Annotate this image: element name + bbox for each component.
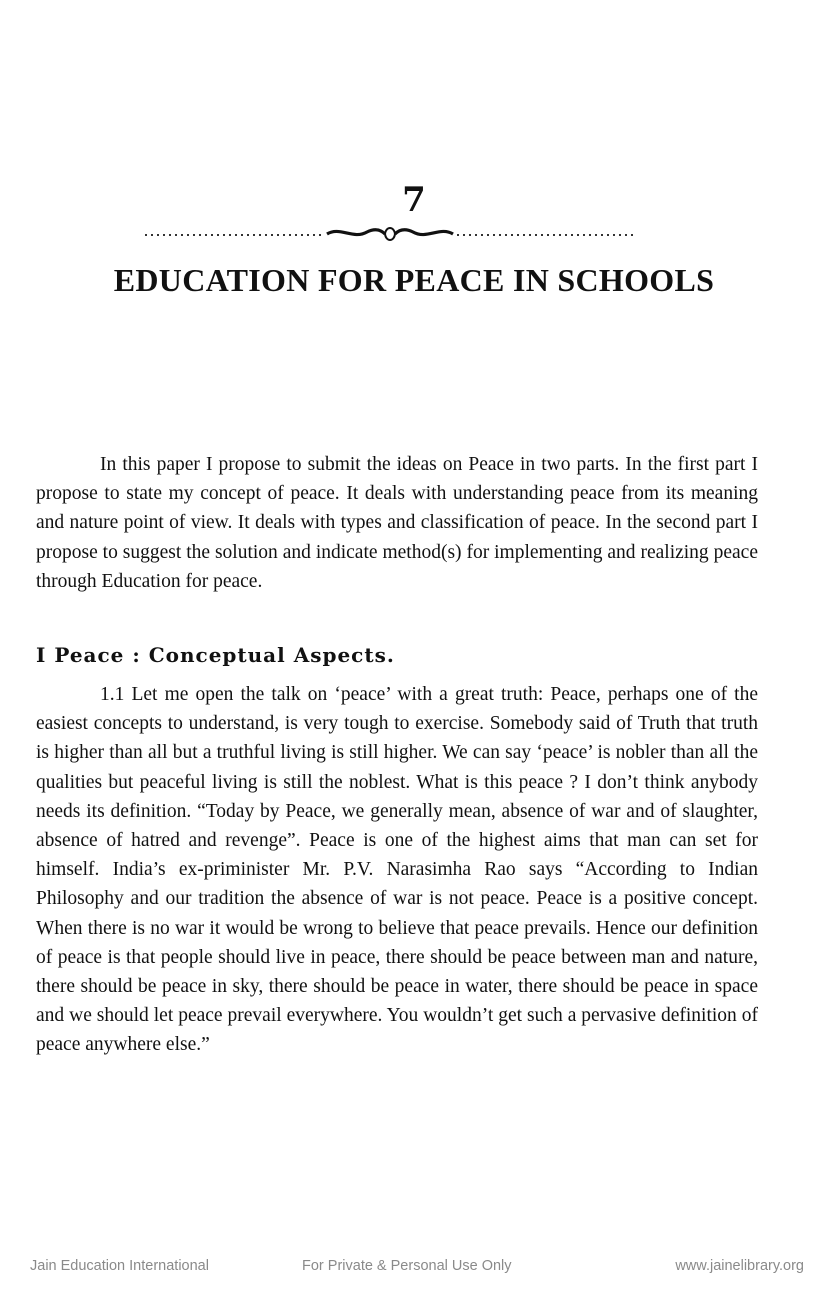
intro-text-block xyxy=(36,450,758,596)
chapter-number: 7 xyxy=(402,180,426,220)
page-footer xyxy=(0,1258,828,1280)
footer-usage-note: For Private & Personal Use Only xyxy=(302,1258,512,1274)
footer-website: www.jainelibrary.org xyxy=(675,1258,804,1274)
chapter-title: EDUCATION FOR PEACE IN SCHOOLS xyxy=(113,262,715,298)
footer-publisher: Jain Education International xyxy=(30,1258,209,1274)
section-text-block xyxy=(36,680,758,1060)
section-heading: I Peace : Conceptual Aspects. xyxy=(36,643,395,667)
intro-paragraph: In this paper I propose to submit the ideas on Peace in two parts. In the first part I propose to state my concept of peace. It deals with understanding peace from its meaning and nature point of view. It deals with types and classification of peace. In the second part I propose to suggest the solution and indicate method(s) for implementing and realizing peace through Education for peace. xyxy=(36,454,758,592)
paragraph-1-1: 1.1 Let me open the talk on ‘peace’ with a great truth: Peace, perhaps one of the easiest concepts to understand, is very tough to exercise. Somebody said of Truth that truth is higher than all but a truthful living is still higher. We can say ‘peace’ is nobler than all the qualities but peaceful living is still the noblest. What is this peace ? I don’t think anybody needs its definition. “Today by Peace, we generally mean, absence of war and of slaughter, absence of hatred and revenge”. Peace is one of the highest aims that man can set for himself. India’s ex-priminister Mr. P.V. Narasimha Rao says “According to Indian Philosophy and our tradition the absence of war is not peace. Peace is a positive concept. When there is no war it would be wrong to believe that peace prevails. Hence our definition of peace is that people should live in peace, there should be peace between man and nature, there should be peace in sky, there should be peace in water, there should be peace in space and we should let peace prevail everywhere. You wouldn’t get such a pervasive definition of peace anywhere else.” xyxy=(36,684,758,1056)
ornament-divider xyxy=(145,222,635,244)
